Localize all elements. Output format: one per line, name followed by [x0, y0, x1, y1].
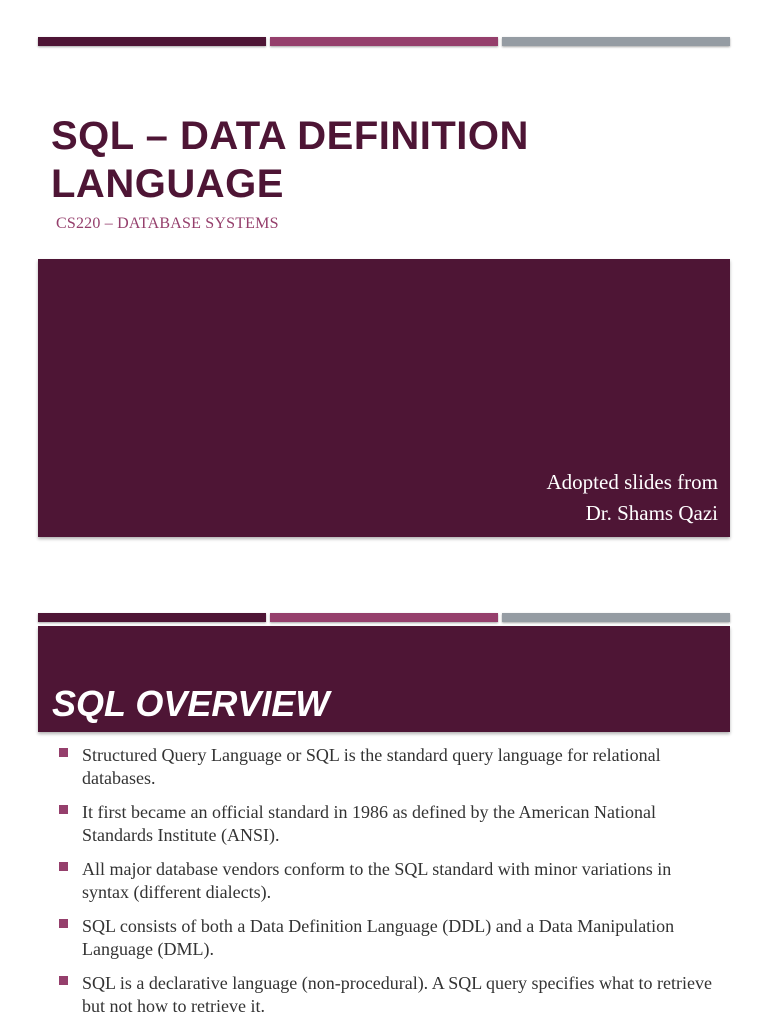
bullet-list [56, 744, 716, 1029]
accent-bar-gray [502, 37, 730, 46]
accent-bar-magenta [270, 37, 498, 46]
square-bullet-icon [59, 862, 68, 871]
title-banner [38, 259, 730, 537]
header-banner [38, 626, 730, 732]
bullet-item [56, 744, 716, 790]
accent-bar-gray [502, 613, 730, 622]
credits [547, 467, 718, 529]
accent-bar-plum [38, 613, 266, 622]
credits-line: Adopted slides from [546, 470, 718, 494]
slide-subtitle: CS220 – DATABASE SYSTEMS [56, 215, 279, 232]
bullet-text: All major database vendors conform to the SQL standard with minor variations in syntax (different dialects). [82, 859, 672, 902]
square-bullet-icon [59, 919, 68, 928]
bullet-text: Structured Query Language or SQL is the standard query language for relational databases. [82, 745, 661, 788]
square-bullet-icon [59, 805, 68, 814]
bullet-text: SQL consists of both a Data Definition Language (DDL) and a Data Manipulation Language (DML). [82, 916, 675, 959]
bullet-text: It first became an official standard in 1986 as defined by the American National Standards Institute (ANSI). [82, 802, 656, 845]
credits-line: Dr. Shams Qazi [585, 501, 718, 525]
square-bullet-icon [59, 976, 68, 985]
slide-title: SQL – DATA DEFINITION LANGUAGE [51, 114, 529, 206]
bullet-text: SQL is a declarative language (non-procedural). A SQL query specifies what to retrieve but not how to retrieve it. [82, 973, 712, 1016]
bullet-item [56, 801, 716, 847]
bullet-item [56, 972, 716, 1018]
bullet-item [56, 915, 716, 961]
accent-bar-plum [38, 37, 266, 46]
overview-slide [0, 580, 768, 1024]
accent-bars [38, 613, 730, 622]
slide-title: SQL OVERVIEW [52, 683, 330, 724]
accent-bars [38, 37, 730, 46]
bullet-item [56, 858, 716, 904]
square-bullet-icon [59, 748, 68, 757]
accent-bar-magenta [270, 613, 498, 622]
